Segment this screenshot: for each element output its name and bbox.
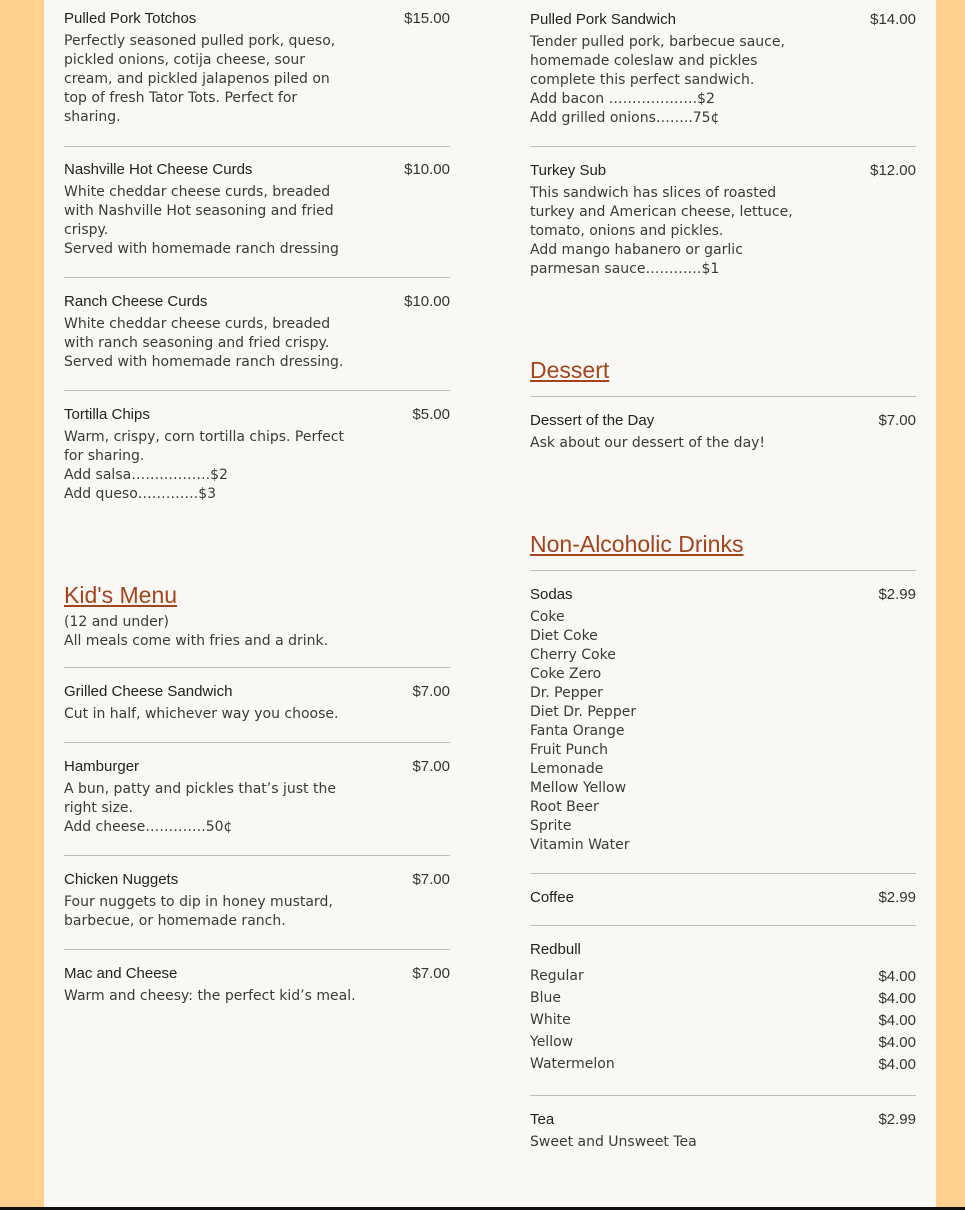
item-description-line: Warm and cheesy: the perfect kid’s meal. xyxy=(64,987,356,1004)
item-description-line: Perfectly seasoned pulled pork, queso, xyxy=(64,32,336,49)
variant-price: $4.00 xyxy=(878,1033,916,1051)
variant-price: $4.00 xyxy=(878,967,916,985)
item-price: $2.99 xyxy=(878,888,916,906)
item-description-line: Sprite xyxy=(530,817,572,834)
section-heading: Non-Alcoholic Drinks xyxy=(530,531,744,557)
item-description-line: top of fresh Tator Tots. Perfect for xyxy=(64,89,298,106)
variant-name: Watermelon xyxy=(530,1055,615,1072)
section-heading: Kid's Menu xyxy=(64,582,178,608)
item-title: Grilled Cheese Sandwich xyxy=(64,682,233,700)
item-title: Coffee xyxy=(530,888,574,906)
divider xyxy=(64,146,450,147)
variant-name: White xyxy=(530,1011,571,1028)
item-description-line: Coke xyxy=(530,608,565,625)
item-description-line: for sharing. xyxy=(64,447,145,464)
item-description-line: Diet Dr. Pepper xyxy=(530,703,637,720)
item-title: Tortilla Chips xyxy=(64,405,150,423)
item-description-line: Warm, crispy, corn tortilla chips. Perfect xyxy=(64,428,344,445)
divider xyxy=(64,390,450,391)
item-description-line: A bun, patty and pickles that’s just the xyxy=(64,780,336,797)
item-description-line: This sandwich has slices of roasted xyxy=(530,184,777,201)
item-description-line: Fruit Punch xyxy=(530,741,609,758)
variant-name: Yellow xyxy=(530,1033,574,1050)
item-title: Turkey Sub xyxy=(530,161,607,179)
item-description-line: cream, and pickled jalapenos piled on xyxy=(64,70,330,87)
divider xyxy=(530,925,916,926)
item-description-line: Served with homemade ranch dressing xyxy=(64,240,339,257)
item-title: Pulled Pork Totchos xyxy=(64,9,197,27)
item-description-line: Add cheese………….50¢ xyxy=(64,818,233,835)
item-description-line: crispy. xyxy=(64,221,109,238)
item-description-line: Add bacon ……………….$2 xyxy=(530,90,715,107)
variant-price: $4.00 xyxy=(878,1055,916,1073)
item-price: $7.00 xyxy=(412,964,450,982)
item-description-line: with ranch seasoning and fried crispy. xyxy=(64,334,330,351)
item-description-line: Fanta Orange xyxy=(530,722,625,739)
item-title: Pulled Pork Sandwich xyxy=(530,10,676,28)
item-title: Mac and Cheese xyxy=(64,964,178,982)
item-description-line: Coke Zero xyxy=(530,665,602,682)
item-description-line: turkey and American cheese, lettuce, xyxy=(530,203,793,220)
item-title: Nashville Hot Cheese Curds xyxy=(64,160,253,178)
item-description-line: Mellow Yellow xyxy=(530,779,627,796)
item-title: Sodas xyxy=(530,585,573,603)
item-price: $5.00 xyxy=(412,405,450,423)
item-title: Tea xyxy=(530,1110,555,1128)
item-description-line: Four nuggets to dip in honey mustard, xyxy=(64,893,333,910)
item-description-line: homemade coleslaw and pickles xyxy=(530,52,758,69)
item-price: $7.00 xyxy=(412,682,450,700)
item-description-line: Add mango habanero or garlic xyxy=(530,241,743,258)
item-description-line: barbecue, or homemade ranch. xyxy=(64,912,286,929)
variant-price: $4.00 xyxy=(878,989,916,1007)
item-price: $14.00 xyxy=(870,10,916,28)
item-price: $2.99 xyxy=(878,1110,916,1128)
variant-price: $4.00 xyxy=(878,1011,916,1029)
item-description-line: Dr. Pepper xyxy=(530,684,603,701)
item-description-line: Sweet and Unsweet Tea xyxy=(530,1133,697,1150)
item-title: Hamburger xyxy=(64,757,140,775)
item-description-line: parmesan sauce…………$1 xyxy=(530,260,720,277)
item-description-line: Lemonade xyxy=(530,760,604,777)
item-price: $7.00 xyxy=(878,411,916,429)
item-price: $2.99 xyxy=(878,585,916,603)
kids-note: All meals come with fries and a drink. xyxy=(64,632,329,649)
item-title: Ranch Cheese Curds xyxy=(64,292,208,310)
item-description-line: right size. xyxy=(64,799,133,816)
section-heading: Dessert xyxy=(530,357,610,383)
divider xyxy=(64,855,450,856)
item-description-line: pickled onions, cotija cheese, sour xyxy=(64,51,306,68)
item-description-line: Served with homemade ranch dressing. xyxy=(64,353,344,370)
item-description-line: White cheddar cheese curds, breaded xyxy=(64,315,331,332)
item-description-line: Ask about our dessert of the day! xyxy=(530,434,766,451)
divider xyxy=(64,667,450,668)
item-description-line: Diet Coke xyxy=(530,627,598,644)
divider xyxy=(64,277,450,278)
item-description-line: Vitamin Water xyxy=(530,836,630,853)
item-description-line: Tender pulled pork, barbecue sauce, xyxy=(530,33,785,50)
item-description-line: complete this perfect sandwich. xyxy=(530,71,755,88)
item-description-line: Add queso………….$3 xyxy=(64,485,217,502)
item-description-line: Cherry Coke xyxy=(530,646,616,663)
item-title: Dessert of the Day xyxy=(530,411,655,429)
item-price: $7.00 xyxy=(412,870,450,888)
item-description-line: with Nashville Hot seasoning and fried xyxy=(64,202,334,219)
variant-name: Regular xyxy=(530,967,584,984)
divider xyxy=(530,1095,916,1096)
divider xyxy=(64,949,450,950)
variant-name: Blue xyxy=(530,989,561,1006)
item-description-line: Add grilled onions……..75¢ xyxy=(530,109,720,126)
item-description-line: Add salsa…….……….$2 xyxy=(64,466,228,483)
item-description-line: tomato, onions and pickles. xyxy=(530,222,724,239)
divider xyxy=(530,146,916,147)
item-description-line: Cut in half, whichever way you choose. xyxy=(64,705,339,722)
item-description-line: White cheddar cheese curds, breaded xyxy=(64,183,331,200)
divider xyxy=(64,742,450,743)
divider xyxy=(530,873,916,874)
item-title: Redbull xyxy=(530,940,581,958)
item-price: $10.00 xyxy=(404,160,450,178)
item-price: $12.00 xyxy=(870,161,916,179)
item-description-line: sharing. xyxy=(64,108,121,125)
divider xyxy=(530,396,916,397)
item-title: Chicken Nuggets xyxy=(64,870,179,888)
kids-note: (12 and under) xyxy=(64,613,169,630)
item-price: $15.00 xyxy=(404,9,450,27)
item-price: $10.00 xyxy=(404,292,450,310)
divider xyxy=(530,570,916,571)
item-price: $7.00 xyxy=(412,757,450,775)
item-description-line: Root Beer xyxy=(530,798,599,815)
